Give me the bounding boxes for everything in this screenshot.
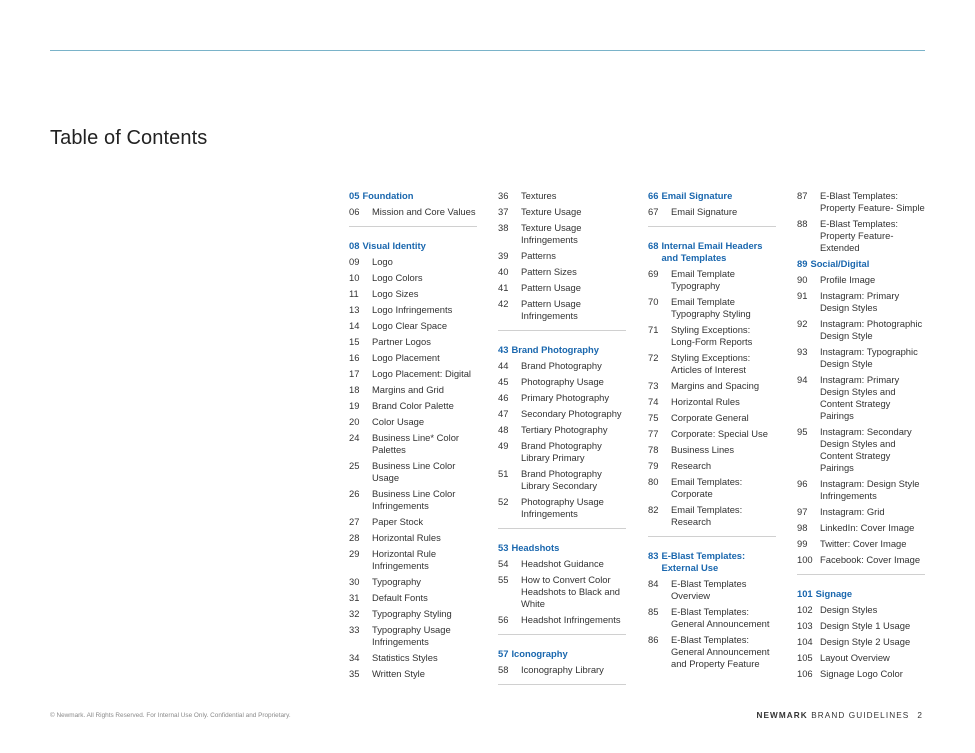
toc-entry[interactable]: [498, 298, 626, 322]
page-ref: 98: [797, 522, 808, 533]
page-ref: 77: [648, 428, 659, 439]
entry-title: Logo Placement: [372, 352, 440, 363]
page-ref: 92: [797, 318, 808, 329]
page-ref: 87: [797, 190, 808, 201]
page-ref: 97: [797, 506, 808, 517]
toc-entry[interactable]: [498, 392, 626, 404]
page-ref: 99: [797, 538, 808, 549]
toc-entry[interactable]: [349, 460, 477, 484]
entry-title: Tertiary Photography: [521, 424, 608, 435]
entry-title: E-Blast Templates: General Announcement: [671, 606, 770, 629]
entry-title: Email Templates: Research: [671, 504, 743, 527]
page-ref: 09: [349, 256, 360, 267]
toc-entry[interactable]: [349, 668, 477, 680]
page-ref: 94: [797, 374, 808, 385]
toc-entry[interactable]: [797, 604, 925, 616]
toc-entry[interactable]: [498, 496, 626, 520]
page-ref: 42: [498, 298, 509, 309]
page-ref: 93: [797, 346, 808, 357]
brand-name: NEWMARK: [756, 711, 808, 720]
page-ref: 25: [349, 460, 360, 471]
page-ref: 101: [797, 588, 813, 599]
page-ref: 85: [648, 606, 659, 617]
page-ref: 40: [498, 266, 509, 277]
entry-title: Horizontal Rule Infringements: [372, 548, 437, 571]
toc-entry[interactable]: [349, 432, 477, 456]
entry-title: Brand Color Palette: [372, 400, 454, 411]
toc-entry[interactable]: [349, 608, 477, 620]
toc-entry[interactable]: [648, 476, 776, 500]
entry-title: Email Templates: Corporate: [671, 476, 743, 499]
entry-title: Primary Photography: [521, 392, 610, 403]
page-ref: 57: [498, 648, 509, 659]
section-title: Internal Email Headers and Templates: [661, 240, 763, 263]
page-number: 2: [917, 711, 923, 720]
page-ref: 91: [797, 290, 808, 301]
entry-title: Styling Exceptions: Long-Form Reports: [671, 324, 753, 347]
entry-title: Business Line* Color Palettes: [372, 432, 460, 455]
page-ref: 86: [648, 634, 659, 645]
entry-title: Horizontal Rules: [671, 396, 740, 407]
entry-title: Instagram: Design Style Infringements: [820, 478, 920, 501]
page-ref: 95: [797, 426, 808, 437]
entry-title: Logo: [372, 256, 393, 267]
toc-entry[interactable]: [797, 636, 925, 648]
toc-column-4: [797, 190, 925, 684]
toc-entry[interactable]: [498, 440, 626, 464]
toc-entry[interactable]: [648, 634, 776, 670]
toc-entry[interactable]: [498, 282, 626, 294]
entry-title: Profile Image: [820, 274, 876, 285]
page-ref: 82: [648, 504, 659, 515]
entry-title: Brand Photography Library Secondary: [521, 468, 602, 491]
toc-entry[interactable]: [498, 558, 626, 570]
entry-title: Logo Colors: [372, 272, 423, 283]
toc-entry[interactable]: [648, 268, 776, 292]
top-rule: [50, 50, 925, 51]
page-ref: 32: [349, 608, 360, 619]
entry-title: Logo Clear Space: [372, 320, 448, 331]
page-ref: 26: [349, 488, 360, 499]
page-ref: 10: [349, 272, 360, 283]
entry-title: Business Lines: [671, 444, 735, 455]
footer-brand: [756, 711, 923, 720]
toc-column-1: [349, 190, 477, 684]
entry-title: Signage Logo Color: [820, 668, 903, 679]
toc-entry[interactable]: [648, 206, 776, 218]
toc-column-3: [648, 190, 776, 674]
toc-entry[interactable]: [349, 576, 477, 588]
page-ref: 17: [349, 368, 360, 379]
toc-entry[interactable]: [349, 652, 477, 664]
entry-title: Logo Sizes: [372, 288, 419, 299]
page-ref: 43: [498, 344, 509, 355]
page-ref: 55: [498, 574, 509, 585]
section-divider: [648, 226, 776, 227]
entry-title: Texture Usage: [521, 206, 582, 217]
page-ref: 06: [349, 206, 360, 217]
entry-title: Secondary Photography: [521, 408, 622, 419]
page-ref: 27: [349, 516, 360, 527]
page-ref: 05: [349, 190, 360, 201]
toc-section-heading[interactable]: [648, 240, 776, 264]
toc-entry[interactable]: [797, 274, 925, 286]
page-ref: 31: [349, 592, 360, 603]
entry-title: Design Style 1 Usage: [820, 620, 911, 631]
toc-entry[interactable]: [349, 304, 477, 316]
page-ref: 74: [648, 396, 659, 407]
entry-title: E-Blast Templates: General Announcement and Property Feature: [671, 634, 770, 669]
section-title: Signage: [815, 588, 853, 599]
page-ref: 83: [648, 550, 659, 561]
toc-section-heading[interactable]: [797, 258, 925, 270]
page-ref: 30: [349, 576, 360, 587]
toc-entry[interactable]: [648, 606, 776, 630]
entry-title: Iconography Library: [521, 664, 604, 675]
page-ref: 11: [349, 288, 359, 299]
entry-title: Typography Usage Infringements: [372, 624, 451, 647]
toc-entry[interactable]: [797, 554, 925, 566]
toc-entry[interactable]: [648, 352, 776, 376]
section-title: Brand Photography: [511, 344, 599, 355]
toc-entry[interactable]: [648, 578, 776, 602]
entry-title: Typography Styling: [372, 608, 452, 619]
entry-title: Instagram: Primary Design Styles: [820, 290, 900, 313]
entry-title: Headshot Guidance: [521, 558, 604, 569]
page-ref: 90: [797, 274, 808, 285]
entry-title: Brand Photography: [521, 360, 602, 371]
page-ref: 103: [797, 620, 813, 631]
entry-title: Facebook: Cover Image: [820, 554, 921, 565]
toc-entry[interactable]: [498, 664, 626, 676]
toc-section-heading[interactable]: [349, 240, 477, 252]
toc-section-heading[interactable]: [349, 190, 477, 202]
toc-entry[interactable]: [349, 320, 477, 332]
section-title: Social/Digital: [810, 258, 870, 269]
page-ref: 70: [648, 296, 659, 307]
section-divider: [498, 634, 626, 635]
toc-entry[interactable]: [648, 504, 776, 528]
entry-title: Business Line Color Infringements: [372, 488, 456, 511]
page-ref: 38: [498, 222, 509, 233]
page-ref: 79: [648, 460, 659, 471]
toc-entry[interactable]: [797, 190, 925, 214]
page-ref: 18: [349, 384, 360, 395]
entry-title: Corporate: Special Use: [671, 428, 768, 439]
toc-entry[interactable]: [797, 478, 925, 502]
entry-title: Corporate General: [671, 412, 749, 423]
entry-title: Texture Usage Infringements: [521, 222, 582, 245]
page-ref: 44: [498, 360, 509, 371]
page-ref: 24: [349, 432, 360, 443]
toc-entry[interactable]: [349, 548, 477, 572]
toc-entry[interactable]: [797, 652, 925, 664]
toc-entry[interactable]: [648, 396, 776, 408]
entry-title: Instagram: Grid: [820, 506, 885, 517]
toc-entry[interactable]: [498, 190, 626, 202]
toc-entry[interactable]: [498, 424, 626, 436]
toc-entry[interactable]: [498, 222, 626, 246]
toc-entry[interactable]: [498, 250, 626, 262]
toc-entry[interactable]: [349, 592, 477, 604]
toc-entry[interactable]: [797, 318, 925, 342]
entry-title: Color Usage: [372, 416, 425, 427]
entry-title: How to Convert Color Headshots to Black and White: [521, 574, 621, 609]
page-ref: 39: [498, 250, 509, 261]
section-divider: [648, 536, 776, 537]
entry-title: Patterns: [521, 250, 556, 261]
toc-entry[interactable]: [648, 380, 776, 392]
toc-entry[interactable]: [498, 614, 626, 626]
entry-title: Horizontal Rules: [372, 532, 441, 543]
section-title: Iconography: [511, 648, 568, 659]
entry-title: Paper Stock: [372, 516, 424, 527]
page-ref: 54: [498, 558, 509, 569]
toc-entry[interactable]: [797, 506, 925, 518]
entry-title: Instagram: Photographic Design Style: [820, 318, 923, 341]
copyright-notice: © Newmark. All Rights Reserved. For Internal Use Only. Confidential and Proprietary.: [50, 712, 291, 719]
toc-entry[interactable]: [498, 408, 626, 420]
page-ref: 51: [498, 468, 509, 479]
toc-entry[interactable]: [648, 428, 776, 440]
entry-title: Twitter: Cover Image: [820, 538, 907, 549]
page-ref: 46: [498, 392, 509, 403]
page-ref: 80: [648, 476, 659, 487]
toc-entry[interactable]: [498, 206, 626, 218]
toc-section-heading[interactable]: [498, 542, 626, 554]
toc-entry[interactable]: [498, 376, 626, 388]
toc-section-heading[interactable]: [648, 190, 776, 202]
page-ref: 13: [349, 304, 360, 315]
toc-entry[interactable]: [498, 266, 626, 278]
toc-entry[interactable]: [797, 522, 925, 534]
entry-title: Instagram: Secondary Design Styles and Content Strategy Pairings: [820, 426, 912, 473]
page-ref: 102: [797, 604, 813, 615]
entry-title: Typography: [372, 576, 421, 587]
page-ref: 47: [498, 408, 509, 419]
entry-title: Email Template Typography Styling: [671, 296, 751, 319]
entry-title: E-Blast Templates: Property Feature- Extended: [820, 218, 898, 253]
toc-entry[interactable]: [349, 516, 477, 528]
entry-title: Logo Infringements: [372, 304, 453, 315]
page-ref: 69: [648, 268, 659, 279]
toc-column-2: [498, 190, 626, 698]
page-ref: 67: [648, 206, 659, 217]
page-ref: 89: [797, 258, 808, 269]
page-ref: 41: [498, 282, 509, 293]
section-title: Foundation: [362, 190, 414, 201]
page-ref: 20: [349, 416, 360, 427]
toc-entry[interactable]: [498, 468, 626, 492]
page-ref: 34: [349, 652, 360, 663]
entry-title: Pattern Usage: [521, 282, 581, 293]
entry-title: Design Style 2 Usage: [820, 636, 911, 647]
toc-entry[interactable]: [797, 538, 925, 550]
page-ref: 58: [498, 664, 509, 675]
page-ref: 19: [349, 400, 360, 411]
entry-title: Logo Placement: Digital: [372, 368, 472, 379]
toc-section-heading[interactable]: [648, 550, 776, 574]
entry-title: E-Blast Templates: Property Feature- Simple: [820, 190, 925, 213]
entry-title: Email Template Typography: [671, 268, 735, 291]
page-ref: 52: [498, 496, 509, 507]
page-ref: 78: [648, 444, 659, 455]
entry-title: E-Blast Templates Overview: [671, 578, 747, 601]
toc-entry[interactable]: [797, 346, 925, 370]
toc-entry[interactable]: [349, 352, 477, 364]
toc-entry[interactable]: [349, 488, 477, 512]
page-ref: 75: [648, 412, 659, 423]
entry-title: Pattern Sizes: [521, 266, 577, 277]
entry-title: LinkedIn: Cover Image: [820, 522, 915, 533]
entry-title: Design Styles: [820, 604, 878, 615]
page-ref: 36: [498, 190, 509, 201]
page-ref: 104: [797, 636, 813, 647]
toc-entry[interactable]: [349, 532, 477, 544]
page-title: Table of Contents: [50, 127, 208, 149]
page-ref: 14: [349, 320, 360, 331]
section-divider: [498, 330, 626, 331]
entry-title: Mission and Core Values: [372, 206, 476, 217]
entry-title: Styling Exceptions: Articles of Interest: [671, 352, 751, 375]
toc-entry[interactable]: [797, 668, 925, 680]
page-ref: 37: [498, 206, 509, 217]
section-title: Email Signature: [661, 190, 733, 201]
entry-title: Textures: [521, 190, 557, 201]
entry-title: Margins and Spacing: [671, 380, 760, 391]
page-ref: 16: [349, 352, 360, 363]
entry-title: Partner Logos: [372, 336, 431, 347]
page-ref: 28: [349, 532, 360, 543]
entry-title: Written Style: [372, 668, 425, 679]
entry-title: Margins and Grid: [372, 384, 444, 395]
page-ref: 72: [648, 352, 659, 363]
page-ref: 45: [498, 376, 509, 387]
entry-title: Photography Usage Infringements: [521, 496, 604, 519]
toc-entry[interactable]: [349, 400, 477, 412]
section-divider: [797, 574, 925, 575]
toc-entry[interactable]: [648, 296, 776, 320]
section-title: E-Blast Templates: External Use: [661, 550, 746, 573]
page-ref: 84: [648, 578, 659, 589]
toc-entry[interactable]: [797, 374, 925, 422]
page-ref: 53: [498, 542, 509, 553]
page-ref: 33: [349, 624, 360, 635]
guide-name: BRAND GUIDELINES: [811, 711, 910, 720]
toc-entry[interactable]: [349, 336, 477, 348]
toc-entry[interactable]: [349, 416, 477, 428]
toc-entry[interactable]: [498, 360, 626, 372]
section-divider: [498, 528, 626, 529]
entry-title: Default Fonts: [372, 592, 428, 603]
page-ref: 56: [498, 614, 509, 625]
page-ref: 73: [648, 380, 659, 391]
page-ref: 88: [797, 218, 808, 229]
page-ref: 48: [498, 424, 509, 435]
page-ref: 15: [349, 336, 360, 347]
page-ref: 96: [797, 478, 808, 489]
toc-entry[interactable]: [349, 624, 477, 648]
entry-title: Instagram: Typographic Design Style: [820, 346, 918, 369]
toc-entry[interactable]: [349, 384, 477, 396]
page-ref: 35: [349, 668, 360, 679]
entry-title: Pattern Usage Infringements: [521, 298, 581, 321]
toc-entry[interactable]: [349, 368, 477, 380]
section-divider: [498, 684, 626, 685]
entry-title: Email Signature: [671, 206, 738, 217]
toc-entry[interactable]: [797, 218, 925, 254]
entry-title: Brand Photography Library Primary: [521, 440, 602, 463]
toc-entry[interactable]: [797, 426, 925, 474]
page-ref: 100: [797, 554, 813, 565]
entry-title: Instagram: Primary Design Styles and Content Strategy Pairings: [820, 374, 900, 421]
entry-title: Research: [671, 460, 712, 471]
toc-entry[interactable]: [648, 444, 776, 456]
toc-entry[interactable]: [797, 620, 925, 632]
page-ref: 106: [797, 668, 813, 679]
toc-entry[interactable]: [648, 412, 776, 424]
toc-section-heading[interactable]: [797, 588, 925, 600]
entry-title: Statistics Styles: [372, 652, 438, 663]
entry-title: Headshot Infringements: [521, 614, 621, 625]
page-ref: 66: [648, 190, 659, 201]
section-divider: [349, 226, 477, 227]
toc-section-heading[interactable]: [498, 344, 626, 356]
entry-title: Business Line Color Usage: [372, 460, 456, 483]
section-title: Visual Identity: [362, 240, 426, 251]
entry-title: Layout Overview: [820, 652, 890, 663]
page-ref: 29: [349, 548, 360, 559]
toc-section-heading[interactable]: [498, 648, 626, 660]
toc-entry[interactable]: [498, 574, 626, 610]
page-ref: 68: [648, 240, 659, 251]
section-title: Headshots: [511, 542, 560, 553]
entry-title: Photography Usage: [521, 376, 604, 387]
page-ref: 49: [498, 440, 509, 451]
toc-entry[interactable]: [648, 460, 776, 472]
page-ref: 71: [648, 324, 659, 335]
toc-entry[interactable]: [349, 272, 477, 284]
toc-entry[interactable]: [797, 290, 925, 314]
toc-entry[interactable]: [349, 256, 477, 268]
page-ref: 105: [797, 652, 813, 663]
toc-entry[interactable]: [648, 324, 776, 348]
toc-entry[interactable]: [349, 206, 477, 218]
page-ref: 08: [349, 240, 360, 251]
toc-entry[interactable]: [349, 288, 477, 300]
